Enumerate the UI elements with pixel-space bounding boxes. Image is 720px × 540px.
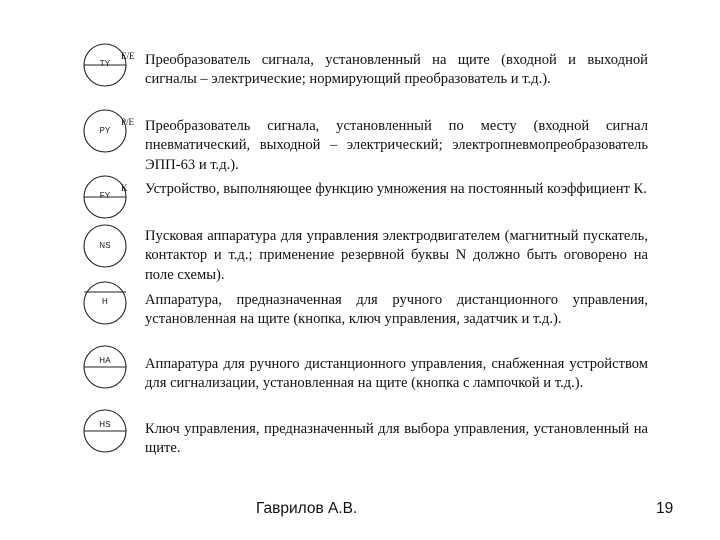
symbol-code: NS xyxy=(99,241,111,250)
symbol-description: Ключ управления, предназначенный для выбора управления, установленный на щите. xyxy=(145,421,648,457)
symbol-code: TY xyxy=(99,59,111,68)
symbol-signal-type: E/E xyxy=(121,51,135,61)
symbol-code: HA xyxy=(99,356,111,365)
instrument-symbol-py xyxy=(83,119,138,179)
symbol-description: Аппаратура, предназначенная для ручного дистанционного управления, установленная на щите (кнопка, ключ управления, задатчик и т.д.). xyxy=(145,292,648,328)
instrument-symbol-ns xyxy=(83,234,138,294)
instrument-symbol-ha xyxy=(83,355,138,415)
symbol-code: PY xyxy=(99,126,111,135)
symbol-code: FY xyxy=(99,191,111,200)
instrument-symbol-ty xyxy=(83,53,138,113)
symbol-code: H xyxy=(102,297,108,306)
symbol-description: Преобразователь сигнала, установленный на щите (входной и выходной сигналы – электрические; нормирующий преобразователь и т.д.). xyxy=(145,52,648,88)
symbol-description: Преобразователь сигнала, установленный по месту (входной сигнал пневматический, выходной – электрический; электропневмопреобразователь ЭПП-63 и т.д.). xyxy=(145,118,648,173)
symbol-description: Аппаратура для ручного дистанционного управления, снабженная устройством для сигнализации, установленная на щите (кнопка с лампочкой и т.д.). xyxy=(145,356,648,392)
symbol-signal-type: K xyxy=(121,183,128,193)
page-number: 19 xyxy=(656,500,674,517)
symbol-description: Устройство, выполняющее функцию умножения на постоянный коэффициент К. xyxy=(145,181,647,197)
instrument-symbol-hs xyxy=(83,419,138,479)
symbol-signal-type: P/E xyxy=(121,117,135,127)
footer-author: Гаврилов А.В. xyxy=(256,500,358,517)
symbol-code: HS xyxy=(99,420,111,429)
instrument-symbol-h xyxy=(83,291,138,351)
symbol-description: Пусковая аппаратура для управления электродвигателем (магнитный пускатель, контактор и т.д.; применение резервной буквы N должно быть оговорено на поле схемы). xyxy=(145,228,648,283)
